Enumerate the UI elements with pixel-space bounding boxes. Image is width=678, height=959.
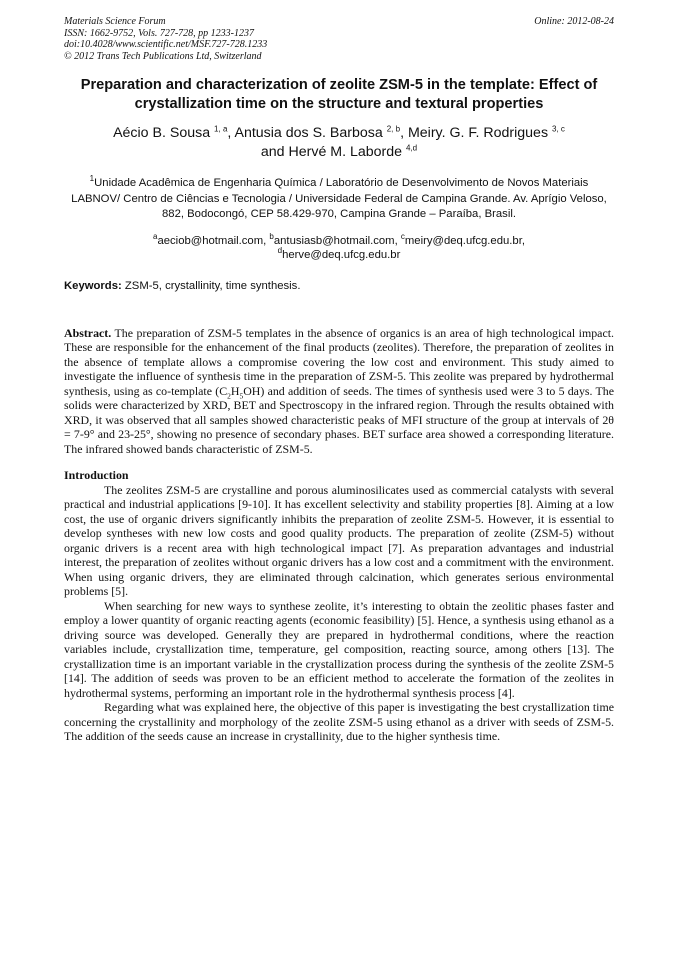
affiliation	[64, 176, 614, 222]
online-date: Online: 2012-08-24	[534, 16, 614, 27]
abstract-text: The preparation of ZSM-5 templates in the absence of organics is an area of high technological impact. These are responsible for the enhancement of the final products (zeolites). Therefore, the preparation of zeolites in the absence of template allows a compromise covering the low cost and environment. This study aimed to investigate the influence of synthesis time in the preparation of ZSM-5. This zeolite was prepared by hydrothermal synthesis, using as co-template (C	[64, 325, 614, 398]
copyright-line: © 2012 Trans Tech Publications Ltd, Switzerland	[64, 50, 262, 62]
email-mark: a	[153, 231, 158, 241]
section-heading-introduction: Introduction	[64, 468, 129, 483]
author-affil-mark: 4,d	[406, 143, 418, 153]
affiliation-text: Unidade Acadêmica de Engenharia Química / Laboratório de Desenvolvimento de Novos Materiais LABNOV/ Centro de Ciências e Tecnologia / Universidade Federal de Campina Grande. Av. Aprígio Veloso, 882, Bodocongó, CEP 58.429-970, Campina Grande – Paraíba, Brasil.	[71, 177, 607, 221]
author-name: Hervé M. Laborde	[288, 144, 403, 161]
subscript: 5	[239, 390, 244, 400]
author-affil-mark: 2, b	[386, 124, 401, 134]
abstract-label: Abstract.	[64, 325, 112, 340]
keywords-text: ZSM-5, crystallinity, time synthesis.	[124, 279, 301, 292]
email-mark: c	[400, 231, 405, 241]
author-name: Meiry. G. F. Rodrigues	[407, 125, 549, 142]
introduction-body	[64, 483, 614, 744]
email-link[interactable]: aeciob@hotmail.com,	[157, 234, 267, 247]
keywords	[64, 280, 614, 292]
issn-line: ISSN: 1662-9752, Vols. 727-728, pp 1233-1237	[64, 27, 254, 39]
journal-header	[64, 16, 614, 62]
author-affil-mark: 1, a	[214, 124, 228, 134]
abstract-text: OH) and addition of seeds. The times of synthesis used were 3 to 5 days. The solids were characterized by XRD, BET and Spectroscopy in the infrared region. Through the results obtained with XRD, it was observed that all samples showed characteristic peaks of MFI structure of the group at intervals of 2θ = 7-9° and 23-25°, showing no presence of secondary phases. BET surface area showed a corresponding literature. The infrared showed bands characteristic of ZSM-5.	[64, 383, 614, 456]
email-mark: b	[269, 231, 274, 241]
affiliation-mark: 1	[89, 174, 95, 184]
email-link[interactable]: meiry@deq.ufcg.edu.br,	[404, 234, 525, 247]
author-emails	[64, 231, 614, 262]
keywords-label: Keywords:	[64, 279, 122, 292]
email-link[interactable]: antusiasb@hotmail.com,	[273, 234, 398, 247]
abstract	[64, 326, 614, 457]
author-affil-mark: 3, c	[552, 124, 565, 134]
abstract-text: H	[230, 383, 240, 398]
paper-title: Preparation and characterization of zeolite ZSM-5 in the template: Effect of crystallization time on the structure and textural properties	[80, 77, 598, 113]
journal-name: Materials Science Forum	[64, 16, 166, 27]
doi-line: doi:10.4028/www.scientific.net/MSF.727-728.1233	[64, 39, 268, 51]
paragraph: Regarding what was explained here, the objective of this paper is investigating the best crystallization time concerning the crystallinity and morphology of the zeolite ZSM-5 using ethanol as a driver with seeds of ZSM-5. The addition of the seeds cause an increase in crystallinity, due to the higher synthesis time.	[64, 700, 614, 744]
paragraph: When searching for new ways to synthese zeolite, it’s interesting to obtain the zeolitic phases faster and employ a lower quantity of organic reacting agents (economic feasibility) [5]. Hence, a synthesis using ethanol as a driving source was developed. Generally they are prepared in hydrothermal conditions, where the reaction variables include, crystallization time, temperature, gel composition, reacting source, among others [13]. The crystallization time is an important variable in the crystallization process during the synthesis of the zeolite ZSM-5 [14]. The addition of seeds was proven to be an efficient method to accelerate the formation of the zeolites in hydrothermal systems, performing an important role in the hydrothermal synthesis process [4].	[64, 598, 614, 700]
paragraph: The zeolites ZSM-5 are crystalline and porous aluminosilicates used as commercial catalysts with several practical and industrial applications [9-10]. It has excellent selectivity and stability properties [8]. Aiming at a low cost, the use of organic drivers significantly inhibits the preparation of zeolite ZSM-5. However, it is essential to develop syntheses with new low costs and good quality products. The preparation of zeolite (ZSM-5) without organic drivers is a recent area with high technological impact [7]. As preparation advantages and industrial interest, the preparation of zeolites without organic drivers has a low cost and a commitment with the environment. When using organic drivers, they are eliminated through calcination, which generates serious environmental problems [5].	[64, 482, 614, 599]
email-link[interactable]: herve@deq.ufcg.edu.br	[282, 248, 401, 261]
author-list: Aécio B. Sousa $^{1, a}$, Antusia dos S. Barbosa $^{2, b}$, Meiry. G. F. Rodrigues $^{3, c}$ and Hervé M. Laborde $^{4,d}$	[113, 124, 565, 161]
email-mark: d	[277, 245, 283, 255]
author-name: Antusia dos S. Barbosa	[234, 125, 383, 142]
author-conjunction: and	[260, 144, 285, 161]
subscript: 2	[227, 390, 231, 400]
author-name: Aécio B. Sousa	[113, 125, 211, 142]
